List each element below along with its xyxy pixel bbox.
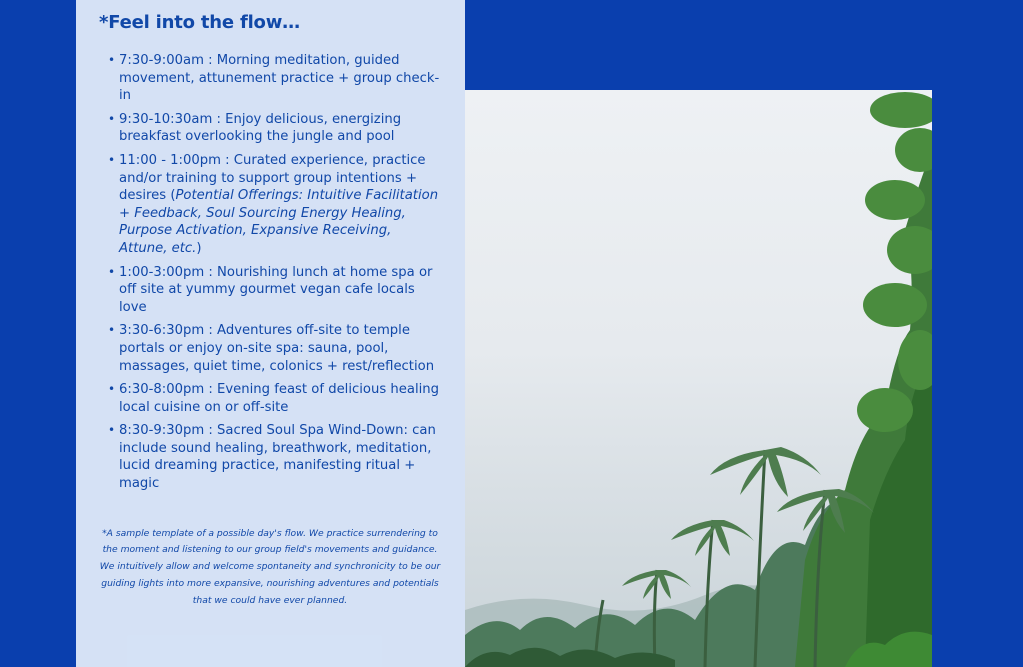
schedule-item-text: 3:30-6:30pm : Adventures off-site to temple portals or enjoy on-site spa: sauna, pool, massages, quiet time, colonics + rest/reflection [119,323,435,374]
panel-title: *Feel into the flow… [99,12,300,33]
schedule-item-text: 7:30-9:00am : Morning meditation, guided movement, attunement practice + group check-in [119,53,440,104]
schedule-item-text: 9:30-10:30am : Enjoy delicious, energizing breakfast overlooking the jungle and pool [119,111,402,145]
footnote: *A sample template of a possible day's flow. We practice surrendering to the moment and listening to our group field's movements and guidance. We intuitively allow and welcome spontaneity and synchronicity to be our guiding lights into more expansive, nourishing adventures and potentials that we could have ever planned. [99,527,441,606]
schedule-item-text-close: ) [196,240,202,256]
jungle-landscape-illustration [465,90,932,667]
schedule-item [109,264,441,317]
schedule-item-text: 1:00-3:00pm : Nourishing lunch at home spa or off site at yummy gourmet vegan cafe locals love [119,264,433,315]
schedule-panel [76,0,465,667]
schedule-item [109,52,441,105]
schedule-item [109,322,441,375]
schedule-item [109,111,441,146]
schedule-item [109,152,441,258]
schedule-item-text: 8:30-9:30pm : Sacred Soul Spa Wind-Down: can include sound healing, breathwork, meditation, lucid dreaming practice, manifesting ritual + magic [119,423,436,492]
schedule-item [109,381,441,416]
jungle-photo [465,90,932,667]
schedule-item-italic-offerings: Potential Offerings: Intuitive Facilitation + Feedback, Soul Sourcing Energy Healing, Purpose Activation, Expansive Receiving, Attune, etc. [119,188,439,256]
schedule-list [99,52,441,493]
schedule-item-text: 11:00 - 1:00pm : Curated experience, practice and/or training to support group intentions + desires ( [119,152,426,204]
schedule-item [109,422,441,492]
schedule-item-text: 6:30-8:00pm : Evening feast of delicious healing local cuisine on or off-site [119,382,440,415]
